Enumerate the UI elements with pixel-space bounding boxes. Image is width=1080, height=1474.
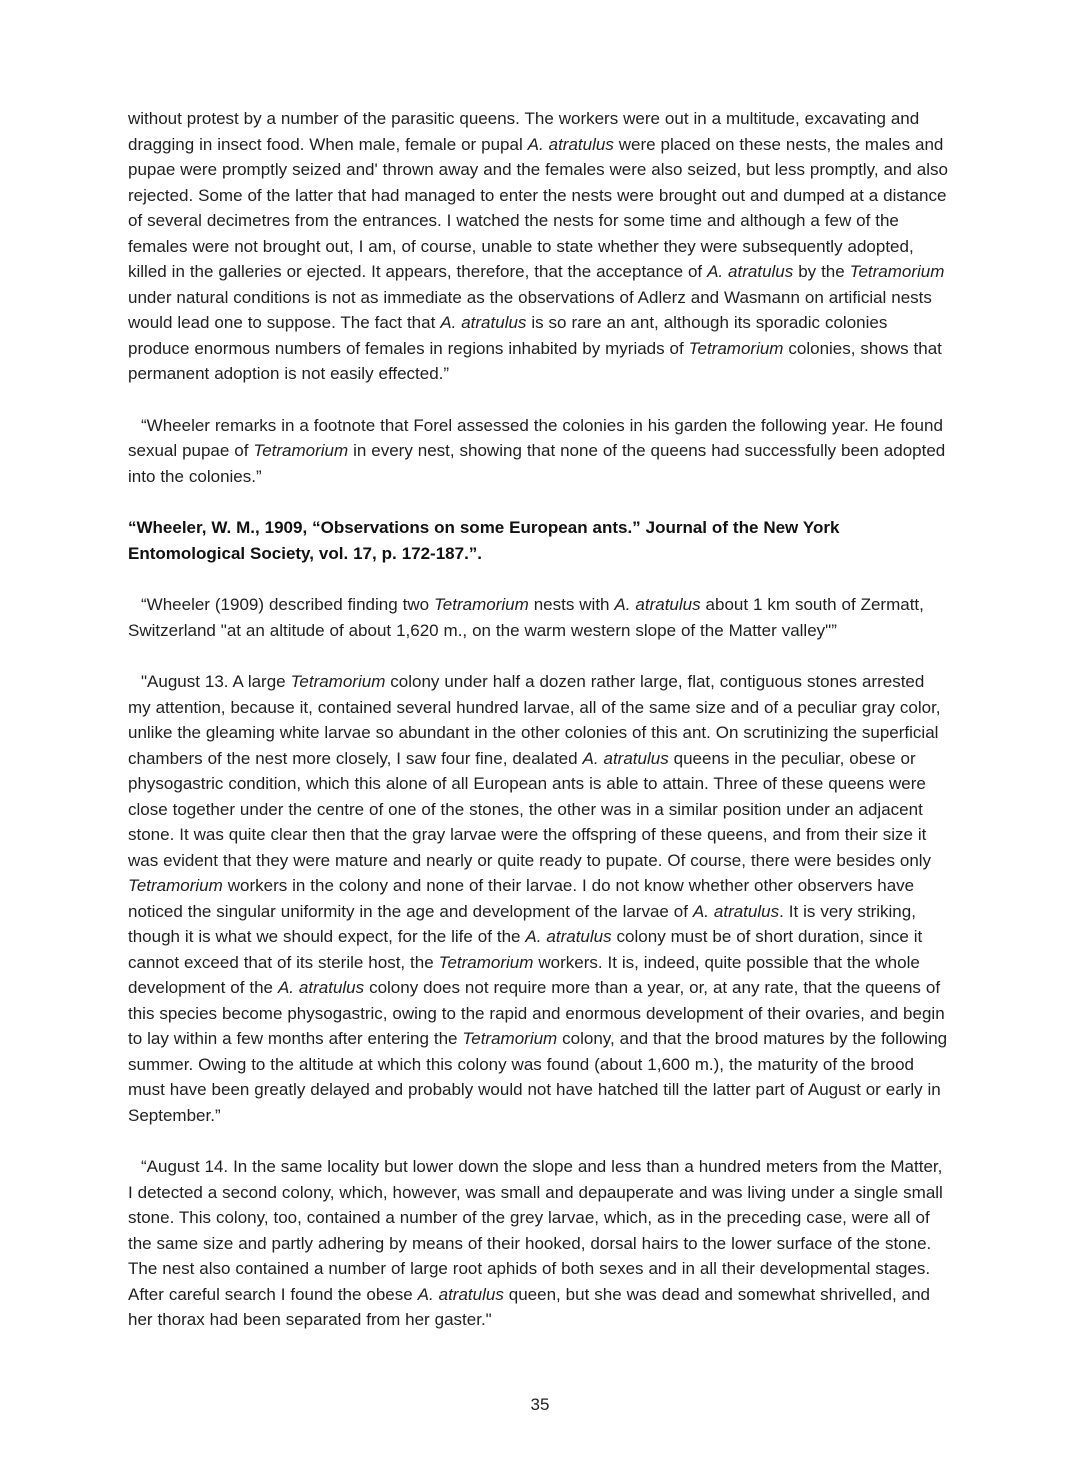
- species-name-italic: Tetramorium: [433, 595, 529, 614]
- paragraph: [128, 592, 950, 643]
- species-name-italic: A. atratulus: [527, 134, 614, 154]
- text-run: about 1 km south of Zermatt, Switzerland "at an altitude of about 1,620 m., on the warm western slope of the Matter valley"”: [128, 595, 924, 640]
- species-name-italic: A. atratulus: [614, 595, 701, 614]
- text-run: queen, but she was dead and somewhat shrivelled, and her thorax had been separated from her gaster.": [128, 1284, 930, 1329]
- paragraph: [128, 106, 950, 387]
- species-name-italic: A. atratulus: [707, 262, 794, 281]
- text-run: under natural conditions is not as immediate as the observations of Adlerz and Wasmann on artificial nests would lead one to suppose. The fact that: [128, 287, 932, 332]
- text-run: queens in the peculiar, obese or physogastric condition, which this alone of all European ants is able to attain. Three of these queens were close together under the centre of one of the stones, the other was in a similar position under an adjacent stone. It was quite clear then that the gray larvae were the offspring of these queens, and from their size it was evident that they were mature and nearly or quite ready to pupate. Of course, there were besides only: [128, 748, 932, 870]
- species-name-italic: A. atratulus: [692, 901, 780, 921]
- species-name-italic: A. atratulus: [440, 313, 527, 332]
- species-name-italic: Tetramorium: [849, 262, 945, 281]
- text-run: colony under half a dozen rather large, flat, contiguous stones arrested my attention, because it, contained several hundred larvae, all of the same size and of a peculiar gray color, unlike the gleaming white larvae so abundant in the other colonies of this ant. On scrutinizing the superficial chambers of the nest more closely, I saw four fine, dealated: [128, 672, 941, 768]
- document-body: [128, 106, 950, 1359]
- text-run: . It is very striking, though it is what we should expect, for the life of the: [128, 901, 916, 946]
- text-run: “Wheeler, W. M., 1909, “Observations on some European ants.” Journal of the New York Entomological Society, vol. 17, p. 172-187.”.: [128, 518, 840, 563]
- species-name-italic: A. atratulus: [582, 748, 669, 768]
- paragraph: [128, 669, 950, 1128]
- species-name-italic: A. atratulus: [417, 1284, 504, 1304]
- species-name-italic: Tetramorium: [438, 952, 534, 972]
- paragraph: [128, 1154, 950, 1333]
- text-run: colony must be of short duration, since it cannot exceed that of its sterile host, the: [128, 927, 923, 972]
- species-name-italic: A. atratulus: [277, 978, 365, 997]
- text-run: is so rare an ant, although its sporadic colonies produce enormous numbers of females in regions inhabited by myriads of: [128, 313, 888, 358]
- text-run: nests with: [528, 595, 615, 614]
- text-run: in every nest, showing that none of the queens had successfully been adopted into the colonies.”: [128, 441, 946, 486]
- text-run: were placed on these nests, the males and pupae were promptly seized and' thrown away and the females were also seized, but less promptly, and also rejected. Some of the latter that had managed to enter the nests were brought out and dumped at a distance of several decimetres from the entrances. I watched the nests for some time and although a few of the females were not brought out, I am, of course, unable to state whether they were subsequently adopted, killed in the galleries or ejected. It appears, therefore, that the acceptance of: [128, 134, 948, 281]
- species-name-italic: Tetramorium: [688, 338, 784, 358]
- citation-heading: [128, 515, 950, 566]
- text-run: “August 14. In the same locality but lower down the slope and less than a hundred meters from the Matter, I detected a second colony, which, however, was small and depauperate and was living under a single small stone. This colony, too, contained a number of the grey larvae, which, as in the preceding case, were all of the same size and partly adhering by means of their hooked, dorsal hairs to the lower surface of the stone. The nest also contained a number of large root aphids of both sexes and in all their developmental stages. After careful search I found the obese: [128, 1157, 943, 1304]
- species-name-italic: Tetramorium: [290, 672, 386, 691]
- text-run: colony, and that the brood matures by the following summer. Owing to the altitude at which this colony was found (about 1,600 m.), the maturity of the brood must have been greatly delayed and probably would not have hatched till the latter part of August or early in September.”: [128, 1029, 948, 1125]
- text-run: workers. It is, indeed, quite possible that the whole development of the: [128, 952, 920, 997]
- text-run: without protest by a number of the parasitic queens. The workers were out in a multitude, excavating and dragging in insect food. When male, female or pupal: [128, 109, 920, 154]
- text-run: “Wheeler remarks in a footnote that Forel assessed the colonies in his garden the following year. He found sexual pupae of: [128, 415, 943, 460]
- species-name-italic: A. atratulus: [525, 927, 612, 946]
- page-number: 35: [530, 1395, 550, 1414]
- text-run: by the: [793, 262, 850, 281]
- species-name-italic: Tetramorium: [128, 876, 223, 895]
- text-run: "August 13. A large: [141, 672, 291, 691]
- text-run: workers in the colony and none of their larvae. I do not know whether other observers have noticed the singular uniformity in the age and development of the larvae of: [128, 876, 915, 921]
- species-name-italic: Tetramorium: [462, 1029, 558, 1048]
- text-run: “Wheeler (1909) described finding two: [141, 595, 434, 614]
- text-run: colonies, shows that permanent adoption is not easily effected.”: [128, 338, 942, 383]
- paragraph: [128, 413, 950, 490]
- species-name-italic: Tetramorium: [253, 441, 349, 460]
- text-run: colony does not require more than a year, or, at any rate, that the queens of this species become physogastric, owing to the rapid and enormous development of their ovaries, and begin to lay within a few months after entering the: [128, 978, 945, 1048]
